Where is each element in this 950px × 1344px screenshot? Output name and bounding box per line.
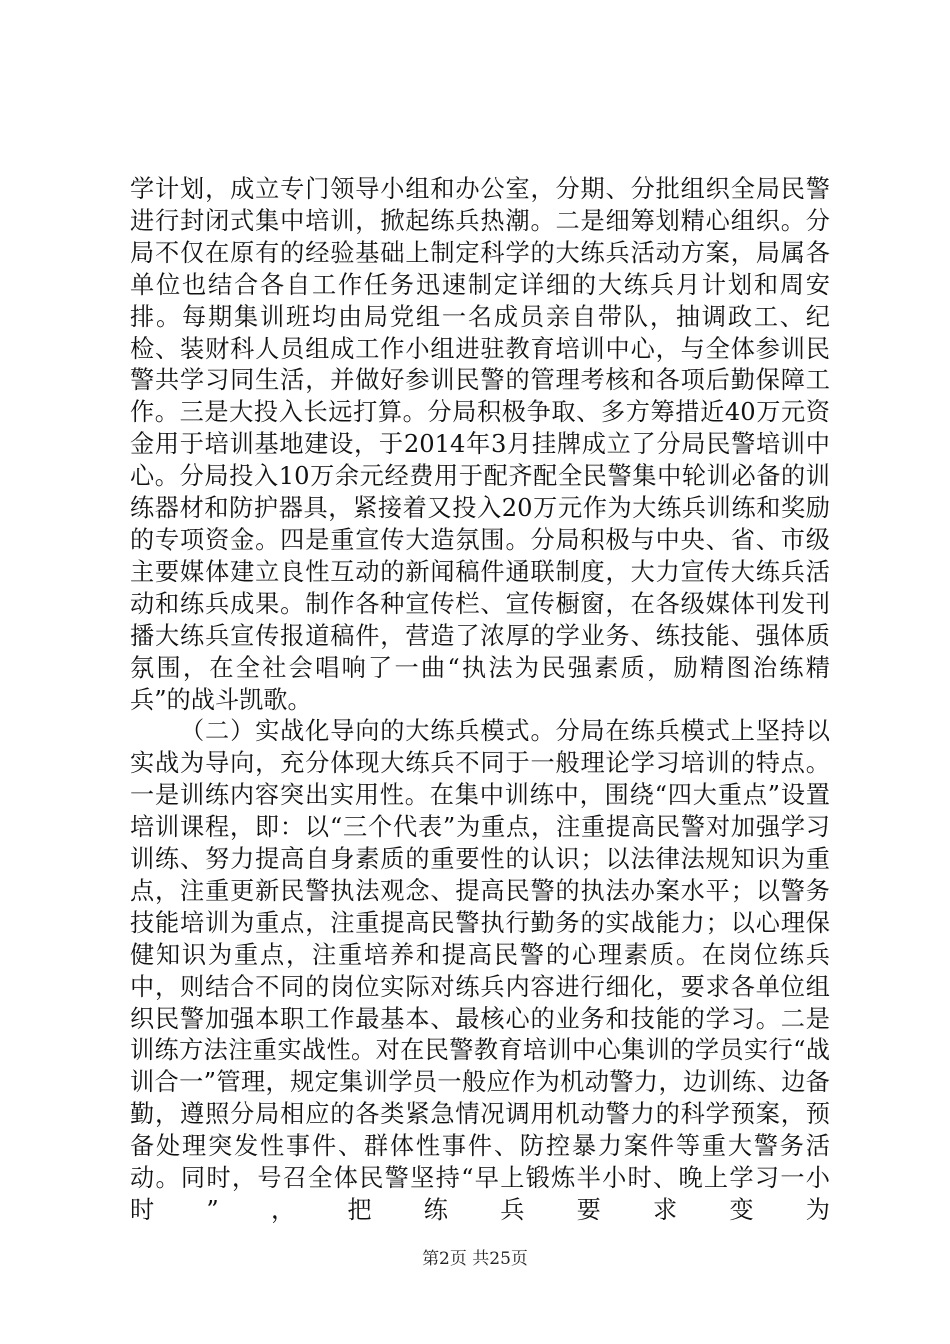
paragraph-2: （二）实战化导向的大练兵模式。分局在练兵模式上坚持以实战为导向，充分体现大练兵不同于一般理论学习培训的特点。一是训练内容突出实用性。在集中训练中，围绕“四大重点”设置培训课程，即：以“三个代表”为重点，注重提高民警对加强学习训练、努力提高自身素质的重要性的认识；以法律法规知识为重点，注重更新民警执法观念、提高民警的执法办案水平；以警务技能培训为重点，注重提高民警执行勤务的实战能力；以心理保健知识为重点，注重培养和提高民警的心理素质。在岗位练兵中，则结合不同的岗位实际对练兵内容进行细化，要求各单位组织民警加强本职工作最基本、最核心的业务和技能的学习。二是训练方法注重实战性。对在民警教育培训中心集训的学员实行“战训合一”管理，规定集训学员一般应作为机动警力，边训练、边备勤，遵照分局相应的各类紧急情况调用机动警力的科学预案，预备处理突发性事件、群体性事件、防控暴力案件等重大警务活动。同时，号召全体民警坚持“早上锻炼半小时、晚上学习一小时”，把练兵要求变为	[130, 717, 830, 1224]
document-body	[130, 174, 830, 1227]
paragraph-1: 学计划，成立专门领导小组和办公室，分期、分批组织全局民警进行封闭式集中培训，掀起练兵热潮。二是细筹划精心组织。分局不仅在原有的经验基础上制定科学的大练兵活动方案，局属各单位也结合各自工作任务迅速制定详细的大练兵月计划和周安排。每期集训班均由局党组一名成员亲自带队，抽调政工、纪检、装财科人员组成工作小组进驻教育培训中心，与全体参训民警共学习同生活，并做好参训民警的管理考核和各项后勤保障工作。三是大投入长远打算。分局积极争取、多方筹措近40万元资金用于培训基地建设，于2014年3月挂牌成立了分局民警培训中心。分局投入10万余元经费用于配齐配全民警集中轮训必备的训练器材和防护器具，紧接着又投入20万元作为大练兵训练和奖励的专项资金。四是重宣传大造氛围。分局积极与中央、省、市级主要媒体建立良性互动的新闻稿件通联制度，大力宣传大练兵活动和练兵成果。制作各种宣传栏、宣传橱窗，在各级媒体刊发刊播大练兵宣传报道稿件，营造了浓厚的学业务、练技能、强体质氛围，在全社会唱响了一曲“执法为民强素质，励精图治练精兵”的战斗凯歌。	[130, 175, 830, 714]
page-footer: 第2页 共25页	[422, 1249, 528, 1269]
